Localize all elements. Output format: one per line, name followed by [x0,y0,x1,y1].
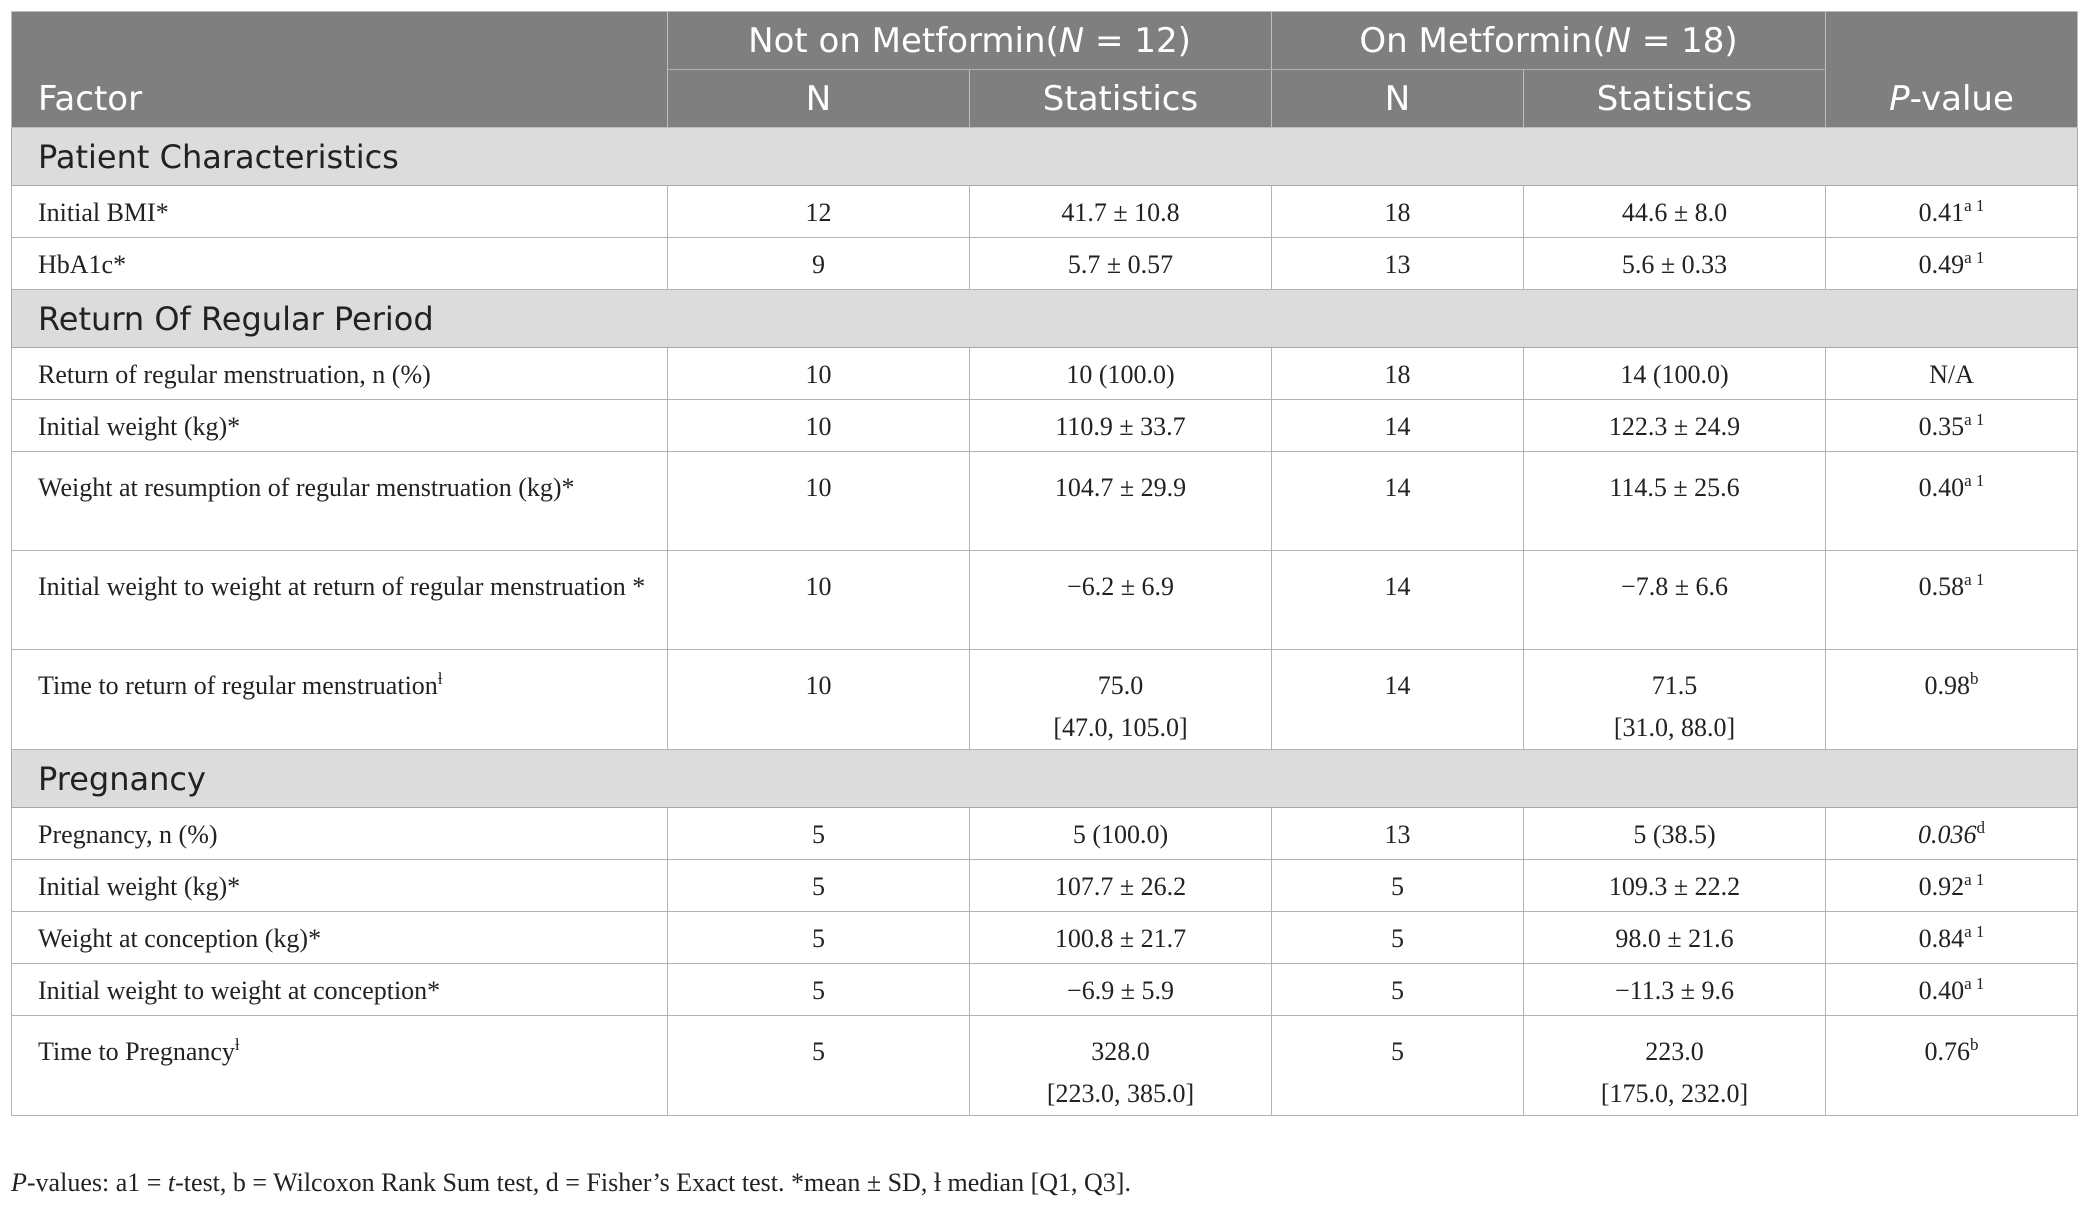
factor-label: HbA1c* [38,250,127,279]
statistics-not-cell: 75.0 [47.0, 105.0] [970,650,1272,750]
results-table-container [11,11,2077,1116]
factor-label: Initial weight (kg)* [38,412,241,441]
table-row [12,808,2078,860]
statistics-not-cell: −6.2 ± 6.9 [970,551,1272,650]
statistics-not-cell: 328.0 [223.0, 385.0] [970,1016,1272,1116]
header-p-value: P-value [1826,12,2078,128]
table-row [12,860,2078,912]
n-not-cell: 10 [668,650,970,750]
n-on-cell: 14 [1272,650,1524,750]
statistics-on-cell: −11.3 ± 9.6 [1524,964,1826,1016]
statistics-not-cell: −6.9 ± 5.9 [970,964,1272,1016]
section-row [12,128,2078,186]
table-row [12,348,2078,400]
n-on-cell: 5 [1272,860,1524,912]
p-value-test-marker: a 1 [1964,196,1985,215]
factor-cell [12,964,668,1016]
statistics-on-cell: 122.3 ± 24.9 [1524,400,1826,452]
p-value-cell: 0.98$^b$ [1826,650,2078,750]
table-row [12,238,2078,290]
n-on-cell: 5 [1272,964,1524,1016]
section-title: Pregnancy [12,750,2078,808]
header-n-not: N [668,70,970,128]
p-value-test-marker: a 1 [1964,471,1985,490]
p-value-cell: $0.58^{a 1}$ [1826,551,2078,650]
p-value-cell: $0.40^{a 1}$ [1826,964,2078,1016]
n-not-cell: 5 [668,964,970,1016]
section-title: Return Of Regular Period [12,290,2078,348]
p-value-test-marker: b [1970,669,1979,688]
p-value-test-marker: a 1 [1964,570,1985,589]
table-row [12,1016,2078,1116]
statistics-on-cell: 5.6 ± 0.33 [1524,238,1826,290]
statistics-on-cell: 44.6 ± 8.0 [1524,186,1826,238]
factor-label: Initial weight to weight at conception* [38,976,441,1005]
factor-cell [12,452,668,551]
p-value-cell: N/A [1826,348,2078,400]
factor-cell [12,650,668,750]
factor-label: Initial weight to weight at return of regular menstruation * [38,572,646,601]
statistics-on-cell: 14 (100.0) [1524,348,1826,400]
n-on-cell: 14 [1272,400,1524,452]
table-row [12,452,2078,551]
statistics-not-cell: 5 (100.0) [970,808,1272,860]
n-on-cell: 14 [1272,452,1524,551]
factor-cell [12,808,668,860]
p-value-cell: $0.84^{a 1}$ [1826,912,2078,964]
statistics-on-cell: 71.5 [31.0, 88.0] [1524,650,1826,750]
p-value-test-marker: d [1976,818,1986,837]
n-on-cell: 13 [1272,238,1524,290]
table-row [12,964,2078,1016]
section-title: Patient Characteristics [12,128,2078,186]
factor-label: Initial weight (kg)* [38,872,241,901]
p-value-cell: 0.036$^d$ [1826,808,2078,860]
table-footnote: P-values: a1 = t-test, b = Wilcoxon Rank Sum test, d = Fisher’s Exact test. *mean ± SD, ƚ median [Q1, Q3]. [11,1168,1131,1197]
table-row [12,912,2078,964]
factor-footnote-marker: ƚ [437,669,443,688]
factor-cell [12,238,668,290]
p-value-test-marker: a 1 [1964,410,1985,429]
table-row [12,650,2078,750]
header-statistics-not: Statistics [970,70,1272,128]
factor-footnote-marker: ƚ [234,1035,240,1054]
section-row [12,290,2078,348]
p-value-cell: $0.49^{a 1}$ [1826,238,2078,290]
factor-label: Initial BMI* [38,198,169,227]
n-not-cell: 10 [668,400,970,452]
statistics-on-cell: −7.8 ± 6.6 [1524,551,1826,650]
table-row [12,186,2078,238]
factor-label: Weight at conception (kg)* [38,924,322,953]
statistics-not-cell: 5.7 ± 0.57 [970,238,1272,290]
factor-cell [12,348,668,400]
factor-cell [12,186,668,238]
header-statistics-on: Statistics [1524,70,1826,128]
n-not-cell: 5 [668,808,970,860]
statistics-on-cell: 223.0 [175.0, 232.0] [1524,1016,1826,1116]
p-value-test-marker: a 1 [1964,922,1985,941]
results-table [11,11,2078,1116]
statistics-not-cell: 107.7 ± 26.2 [970,860,1272,912]
statistics-on-cell: 114.5 ± 25.6 [1524,452,1826,551]
statistics-not-cell: 10 (100.0) [970,348,1272,400]
factor-label: Weight at resumption of regular menstruation (kg)* [38,473,575,502]
section-row [12,750,2078,808]
n-not-cell: 5 [668,860,970,912]
table-row [12,551,2078,650]
p-value-cell: $0.92^{a 1}$ [1826,860,2078,912]
n-not-cell: 10 [668,348,970,400]
p-value-test-marker: b [1970,1035,1979,1054]
statistics-not-cell: 110.9 ± 33.7 [970,400,1272,452]
p-value-test-marker: a 1 [1964,870,1985,889]
statistics-not-cell: 104.7 ± 29.9 [970,452,1272,551]
n-not-cell: 5 [668,1016,970,1116]
n-on-cell: 18 [1272,348,1524,400]
iqr-range: [175.0, 232.0] [1600,1079,1749,1108]
factor-label: Time to Pregnancy [38,1037,235,1066]
statistics-on-cell: 109.3 ± 22.2 [1524,860,1826,912]
p-value-test-marker: a 1 [1964,248,1985,267]
statistics-not-cell: 100.8 ± 21.7 [970,912,1272,964]
n-not-cell: 10 [668,452,970,551]
n-not-cell: 9 [668,238,970,290]
iqr-range: [223.0, 385.0] [1046,1079,1195,1108]
n-on-cell: 18 [1272,186,1524,238]
iqr-range: [31.0, 88.0] [1613,713,1736,742]
p-value-cell: $0.35^{a 1}$ [1826,400,2078,452]
factor-cell [12,400,668,452]
header-group-on-metformin: On Metformin(N = 18) [1272,12,1826,70]
header-group-not-on-metformin: Not on Metformin(N = 12) [668,12,1272,70]
factor-label: Return of regular menstruation, n (%) [38,360,431,389]
statistics-on-cell: 98.0 ± 21.6 [1524,912,1826,964]
n-on-cell: 5 [1272,912,1524,964]
factor-cell [12,860,668,912]
n-on-cell: 14 [1272,551,1524,650]
n-not-cell: 10 [668,551,970,650]
header-n-on: N [1272,70,1524,128]
statistics-not-cell: 41.7 ± 10.8 [970,186,1272,238]
table-row [12,400,2078,452]
factor-cell [12,1016,668,1116]
iqr-range: [47.0, 105.0] [1053,713,1188,742]
n-on-cell: 5 [1272,1016,1524,1116]
n-on-cell: 13 [1272,808,1524,860]
n-not-cell: 12 [668,186,970,238]
factor-label: Time to return of regular menstruation [38,671,438,700]
factor-cell [12,551,668,650]
p-value-test-marker: a 1 [1964,974,1985,993]
p-value-cell: $0.40^{a 1}$ [1826,452,2078,551]
p-value-cell: $0.41^{a 1}$ [1826,186,2078,238]
factor-label: Pregnancy, n (%) [38,820,218,849]
header-factor: Factor [12,12,668,128]
p-value-cell: 0.76$^b$ [1826,1016,2078,1116]
statistics-on-cell: 5 (38.5) [1524,808,1826,860]
n-not-cell: 5 [668,912,970,964]
factor-cell [12,912,668,964]
